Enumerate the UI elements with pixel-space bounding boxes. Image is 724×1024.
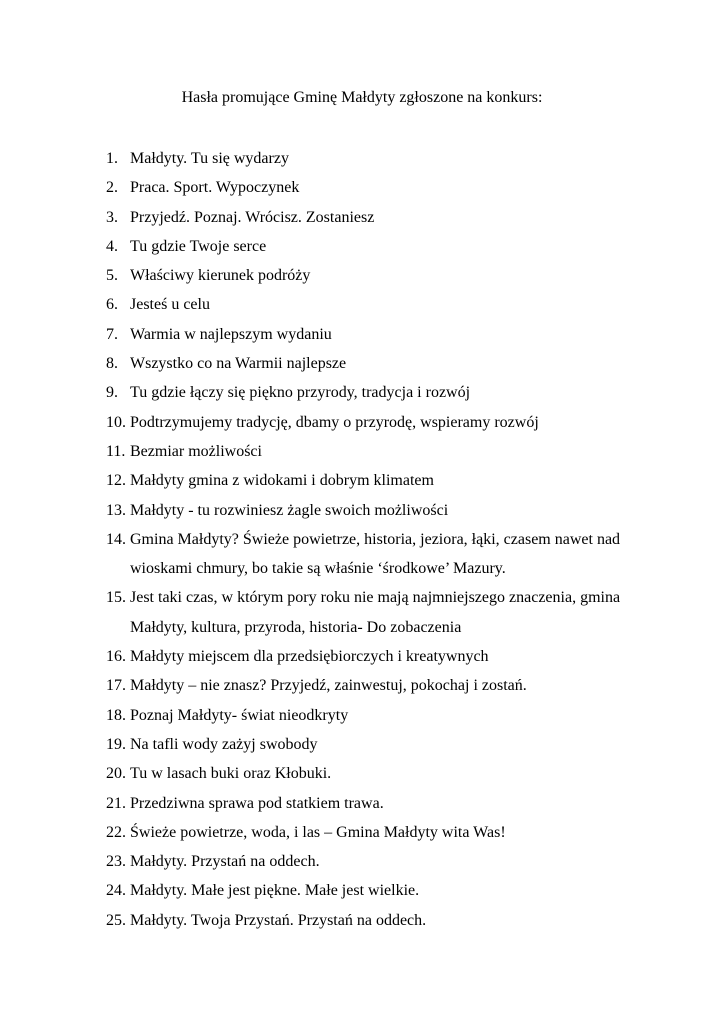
list-item-text: Jest taki czas, w którym pory roku nie mają najmniejszego znaczenia, gmina Małdyty, kultura, przyroda, historia- Do zobaczenia [130,589,621,636]
list-item [0,408,724,437]
list-item-number: 4. [106,237,118,255]
list-item [0,789,724,818]
list-item [0,906,724,935]
list-item-number: 2. [106,179,118,197]
list-item [0,701,724,730]
list-item-text: Małdyty. Przystań na oddech. [130,853,320,871]
list-item [0,320,724,349]
list-item-number: 25. [106,911,126,929]
document-title: Hasła promujące Gminę Małdyty zgłoszone na konkurs: [181,89,543,106]
list-item-number: 13. [106,501,126,519]
list-item [0,290,724,319]
list-item-text: Podtrzymujemy tradycję, dbamy o przyrodę, wspieramy rozwój [130,413,539,431]
slogan-list [0,144,724,935]
list-item-number: 12. [106,472,126,490]
list-item-text: Bezmiar możliwości [130,442,262,460]
list-item-number: 18. [106,706,126,724]
list-item [0,203,724,232]
list-item-number: 7. [106,325,118,343]
list-item-number: 10. [106,413,126,431]
list-item [0,378,724,407]
list-item-text: Właściwy kierunek podróży [130,267,311,285]
list-item-number: 17. [106,677,126,695]
list-item [0,261,724,290]
list-item-text: Małdyty gmina z widokami i dobrym klimatem [130,472,434,490]
list-item-text: Na tafli wody zażyj swobody [130,735,318,753]
list-item [0,759,724,788]
list-item [0,525,724,584]
list-item-text: Przyjedź. Poznaj. Wrócisz. Zostaniesz [130,208,375,226]
list-item [0,232,724,261]
list-item-text: Małdyty. Tu się wydarzy [130,150,289,167]
list-item [0,349,724,378]
list-item-text: Praca. Sport. Wypoczynek [130,179,300,197]
list-item-number: 24. [106,882,126,900]
list-item-text: Małdyty. Twoja Przystań. Przystań na oddech. [130,911,427,929]
list-item [0,437,724,466]
list-item-number: 3. [106,208,118,226]
list-item-number: 8. [106,355,118,373]
list-item-number: 23. [106,853,126,871]
list-item-text: Przedziwna sprawa pod statkiem trawa. [130,794,384,812]
list-item-text: Małdyty - tu rozwiniesz żagle swoich możliwości [130,501,449,519]
list-item-text: Warmia w najlepszym wydaniu [130,325,332,343]
list-item-number: 9. [106,384,118,402]
list-item-number: 1. [106,150,118,167]
list-item-text: Wszystko co na Warmii najlepsze [130,355,347,373]
list-item-number: 11. [106,442,126,460]
list-item [0,144,724,173]
list-item-number: 14. [106,530,126,548]
list-item-text: Poznaj Małdyty- świat nieodkryty [130,706,349,724]
list-item-text: Małdyty. Małe jest piękne. Małe jest wielkie. [130,882,420,900]
list-item-number: 19. [106,735,126,753]
list-item [0,642,724,671]
list-item-text: Świeże powietrze, woda, i las – Gmina Małdyty wita Was! [130,823,506,841]
list-item-text: Tu gdzie Twoje serce [130,237,267,255]
list-item-text: Małdyty – nie znasz? Przyjedź, zainwestuj, pokochaj i zostań. [130,677,527,695]
list-item [0,671,724,700]
list-item-text: Tu w lasach buki oraz Kłobuki. [130,765,332,783]
list-item-number: 21. [106,794,126,812]
list-item-number: 6. [106,296,118,314]
list-item-text: Małdyty miejscem dla przedsiębiorczych i kreatywnych [130,648,489,666]
list-item [0,173,724,202]
list-item [0,583,724,642]
list-item [0,818,724,847]
list-item-text: Jesteś u celu [130,296,210,314]
list-item-number: 5. [106,267,118,285]
list-item [0,730,724,759]
list-item-text: Tu gdzie łączy się piękno przyrody, tradycja i rozwój [130,384,471,402]
list-item-number: 15. [106,589,126,607]
list-item-number: 20. [106,765,126,783]
list-item [0,466,724,495]
list-item-text: Gmina Małdyty? Świeże powietrze, historia, jeziora, łąki, czasem nawet nad wioskami chmury, bo takie są właśnie ‘środkowe’ Mazury. [130,530,621,578]
list-item-number: 22. [106,823,126,841]
list-item [0,876,724,905]
list-item [0,847,724,876]
list-item [0,496,724,525]
list-item-number: 16. [106,648,126,666]
